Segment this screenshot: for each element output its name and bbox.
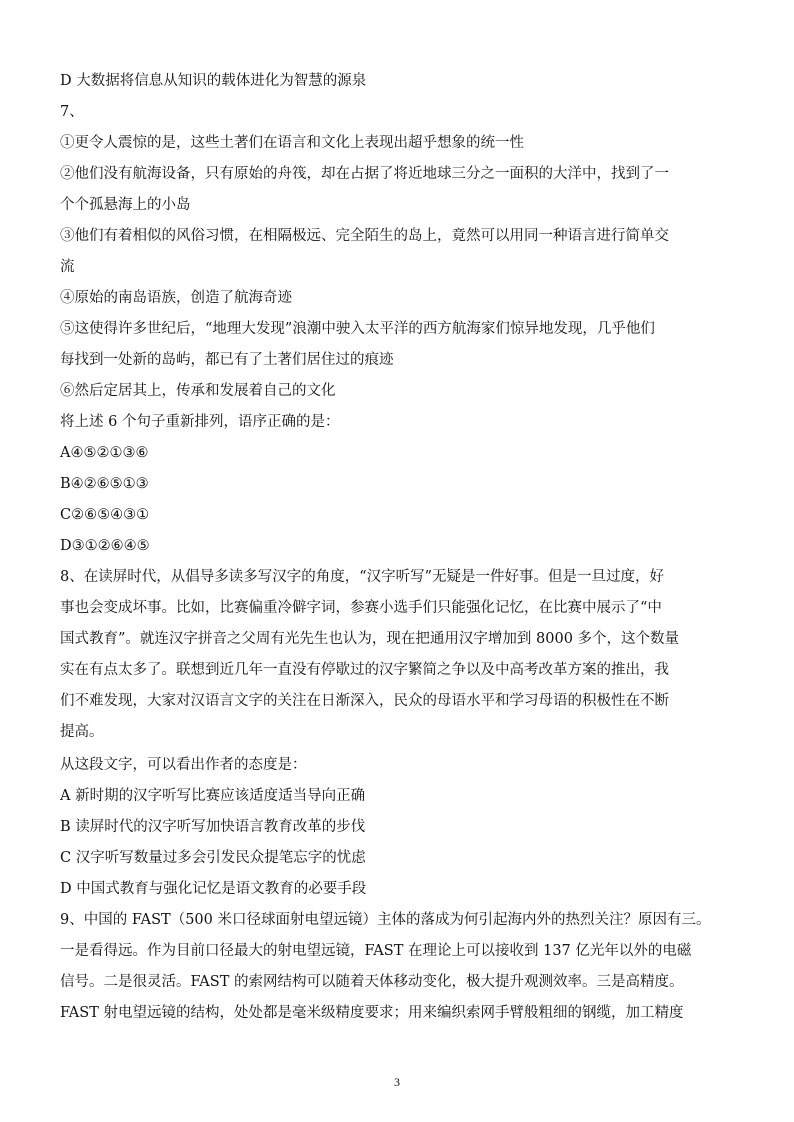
option-line: A④⑤②①③⑥: [60, 445, 149, 461]
text-line: 信号。二是很灵活。FAST 的索网结构可以随着天体移动变化，极大提升观测效率。三是高精度。: [60, 974, 684, 990]
text-line: ②他们没有航海设备，只有原始的舟筏，却在占据了将近地球三分之一面积的大洋中，找到了一: [60, 166, 669, 182]
text-line: ④原始的南岛语族，创造了航海奇迹: [60, 290, 292, 306]
text-line: 从这段文字，可以看出作者的态度是：: [60, 757, 307, 773]
text-line: 提高。: [60, 724, 104, 740]
option-line: D③①②⑥④⑤: [60, 538, 150, 554]
option-line: A 新时期的汉字听写比赛应该适度适当导向正确: [60, 788, 366, 804]
text-line: ③他们有着相似的风俗习惯，在相隔极远、完全陌生的岛上，竟然可以用同一种语言进行简单交: [60, 228, 669, 244]
option-line: B 读屏时代的汉字听写加快语言教育改革的步伐: [60, 819, 366, 835]
text-line: FAST 射电望远镜的结构，处处都是毫米级精度要求；用来编织索网手臂般粗细的钢缆，加工精度: [60, 1005, 684, 1021]
text-line: ⑤这使得许多世纪后，“地理大发现”浪潮中驶入太平洋的西方航海家们惊异地发现，几乎他们: [60, 321, 655, 337]
text-line: 9、中国的 FAST（500 米口径球面射电望远镜）主体的落成为何引起海内外的热烈关注？原因有三。: [60, 912, 711, 928]
text-line: 8、在读屏时代，从倡导多读多写汉字的角度，“汉字听写”无疑是一件好事。但是一旦过度，好: [60, 569, 665, 585]
text-line: 事也会变成坏事。比如，比赛偏重冷僻字词，参赛小选手们只能强化记忆，在比赛中展示了“中: [60, 600, 662, 616]
text-line: 每找到一处新的岛屿，都已有了土著们居住过的痕迹: [60, 352, 394, 368]
option-line: B④②⑥⑤①③: [60, 476, 149, 492]
option-line: C 汉字听写数量过多会引发民众提笔忘字的忧虑: [60, 850, 366, 866]
text-line: ⑥然后定居其上，传承和发展着自己的文化: [60, 383, 336, 399]
text-line: 将上述 6 个句子重新排列，语序正确的是：: [60, 414, 340, 430]
text-line: D 大数据将信息从知识的载体进化为智慧的源泉: [60, 73, 367, 89]
text-line: ①更令人震惊的是，这些土著们在语言和文化上表现出超乎想象的统一性: [60, 135, 524, 151]
option-line: C②⑥⑤④③①: [60, 507, 150, 523]
text-line: 流: [60, 259, 75, 275]
text-line: 实在有点太多了。联想到近几年一直没有停歇过的汉字繁简之争以及中高考改革方案的推出，我: [60, 662, 669, 678]
text-line: 们不难发现，大家对汉语言文字的关注在日渐深入，民众的母语水平和学习母语的积极性在不断: [60, 693, 669, 709]
option-line: D 中国式教育与强化记忆是语文教育的必要手段: [60, 881, 367, 897]
text-line: 7、: [60, 104, 84, 120]
text-line: 个个孤悬海上的小岛: [60, 197, 191, 213]
page-number: 3: [394, 1075, 400, 1089]
text-line: 一是看得远。作为目前口径最大的射电望远镜，FAST 在理论上可以接收到 137 亿光年以外的电磁: [60, 943, 692, 959]
text-line: 国式教育”。就连汉字拼音之父周有光先生也认为，现在把通用汉字增加到 8000 多个，这个数量: [60, 631, 680, 647]
